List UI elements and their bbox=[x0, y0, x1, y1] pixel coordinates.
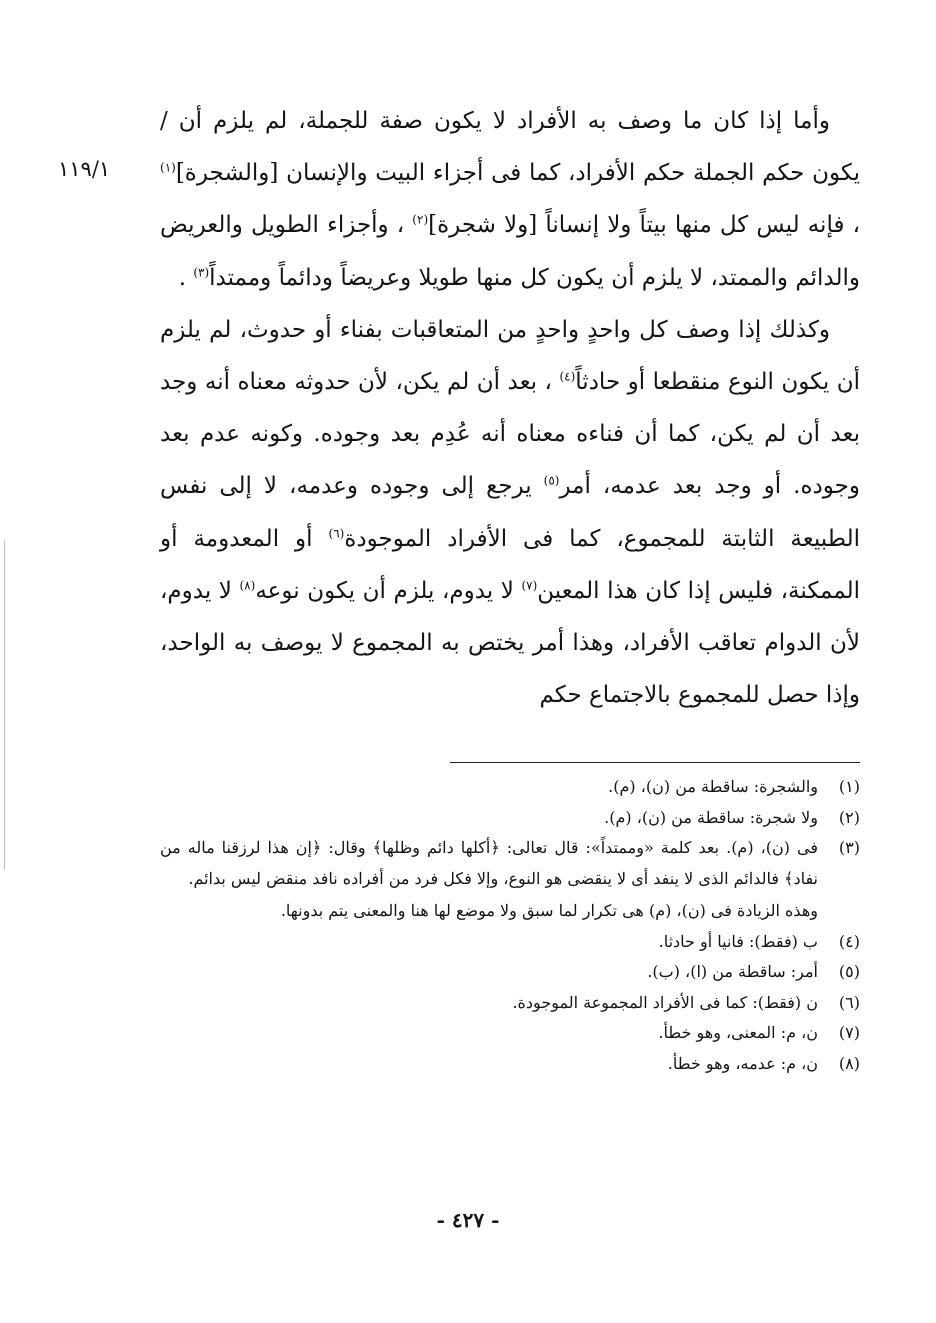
paragraph-1-text: ، وأجزاء الطويل والعريض والدائم والممتد، لا يلزم أن يكون كل منها طويلا وعريضاً ودائماً وممتداً bbox=[160, 212, 860, 291]
footnote-ref-8: (٨) bbox=[239, 578, 256, 593]
footnote-ref-3: (٣) bbox=[193, 264, 210, 279]
footnote-5 bbox=[160, 957, 860, 988]
footnote-number: (٢) bbox=[838, 807, 860, 827]
footnote-text: والشجرة: ساقطة من (ن)، (م). bbox=[608, 777, 818, 796]
footnote-4 bbox=[160, 927, 860, 958]
footnote-7 bbox=[160, 1018, 860, 1049]
main-text-body bbox=[160, 95, 860, 721]
footnote-ref-6: (٦) bbox=[328, 525, 345, 540]
footnote-number: (٦) bbox=[838, 992, 860, 1012]
paragraph-1-text: ، فإنه ليس كل منها بيتاً ولا إنساناً [ولا شجرة] bbox=[428, 212, 860, 239]
footnote-3 bbox=[160, 833, 860, 894]
footnote-number: (٨) bbox=[838, 1053, 860, 1073]
paragraph-2 bbox=[160, 304, 860, 722]
footnote-ref-1: (١) bbox=[160, 160, 176, 175]
footnote-number: (٣) bbox=[838, 838, 860, 857]
footnote-ref-5: (٥) bbox=[543, 473, 560, 488]
footnote-text: أمر: ساقطة من (ا)، (ب). bbox=[647, 962, 818, 981]
margin-folio-reference: ١١٩/١ bbox=[58, 157, 111, 181]
paragraph-2-text: لا يدوم، لأن الدوام تعاقب الأفراد، وهذا أمر يختص به المجموع لا يوصف به الواحد، وإذا حصل للمجموع بالاجتماع حكم bbox=[160, 577, 860, 709]
paragraph-2-text: أو المعدومة أو الممكنة، فليس إذا كان هذا المعين bbox=[160, 525, 861, 604]
paragraph-1-text: وأما إذا كان ما وصف به الأفراد لا يكون صفة للجملة، لم يلزم أن / يكون حكم الجملة حكم الأفراد، كما فى أجزاء البيت والإنسان [والشجرة] bbox=[160, 108, 860, 187]
footnotes-section bbox=[160, 772, 860, 1079]
footnote-text: ن، م: المعنى، وهو خطأ. bbox=[658, 1023, 818, 1042]
footnote-text: ب (فقط): فانيا أو حادثا. bbox=[658, 931, 818, 951]
footnote-8 bbox=[160, 1049, 860, 1080]
paragraph-2-text: يرجع إلى وجوده وعدمه، لا إلى نفس الطبيعة الثابتة للمجموع، كما فى الأفراد الموجودة bbox=[160, 473, 860, 552]
paragraph-1 bbox=[160, 95, 860, 304]
footnote-ref-2: (٢) bbox=[412, 212, 429, 227]
footnote-2 bbox=[160, 803, 860, 834]
paragraph-2-text: وكذلك إذا وصف كل واحدٍ واحدٍ من المتعاقبات بفناء أو حدوث، لم يلزم أن يكون النوع منقطعا أو حادثاً bbox=[160, 316, 860, 396]
footnote-number: (٥) bbox=[838, 962, 860, 981]
footnote-text: ن، م: عدمه، وهو خطأ. bbox=[667, 1053, 818, 1073]
footnote-1 bbox=[160, 772, 860, 803]
page-edge-line bbox=[4, 540, 5, 870]
footnote-3-note: وهذه الزيادة فى (ن)، (م) هى تكرار لما سبق ولا موضع لها هنا والمعنى يتم بدونها. bbox=[280, 901, 818, 920]
footnote-number: (٤) bbox=[838, 931, 860, 951]
footnote-6 bbox=[160, 988, 860, 1019]
page-number: - ٤٢٧ - bbox=[436, 1208, 500, 1232]
footnote-text: فى (ن)، (م). بعد كلمة «وممتداً»: قال تعالى: ﴿أكلها دائم وظلها﴾ وقال: ﴿إن هذا لرزقنا ماله من نفاد﴾ فالدائم الذى لا ينفد أى لا ينقضى هو النوع، وإلا فكل فرد من أفراده نافد منقض ليس بدائم. bbox=[160, 838, 818, 888]
footnote-number: (١) bbox=[838, 777, 860, 796]
paragraph-1-text: . bbox=[178, 264, 194, 291]
footnote-divider bbox=[450, 762, 860, 763]
footnote-number: (٧) bbox=[838, 1023, 860, 1042]
footnote-text: ولا شجرة: ساقطة من (ن)، (م). bbox=[604, 807, 818, 827]
paragraph-2-text: ، بعد أن لم يكن، لأن حدوثه معناه أنه وجد بعد أن لم يكن، كما أن فناءه معناه أنه عُدِم بعد وجوده. وكونه عدم بعد وجوده. أو وجد بعد عدمه، أمر bbox=[160, 369, 860, 500]
footnote-text: ن (فقط): كما فى الأفراد المجموعة الموجودة. bbox=[512, 992, 818, 1012]
paragraph-2-text: لا يدوم، يلزم أن يكون نوعه bbox=[255, 577, 522, 604]
footnote-ref-4: (٤) bbox=[559, 369, 576, 384]
footnote-ref-7: (٧) bbox=[521, 578, 538, 593]
